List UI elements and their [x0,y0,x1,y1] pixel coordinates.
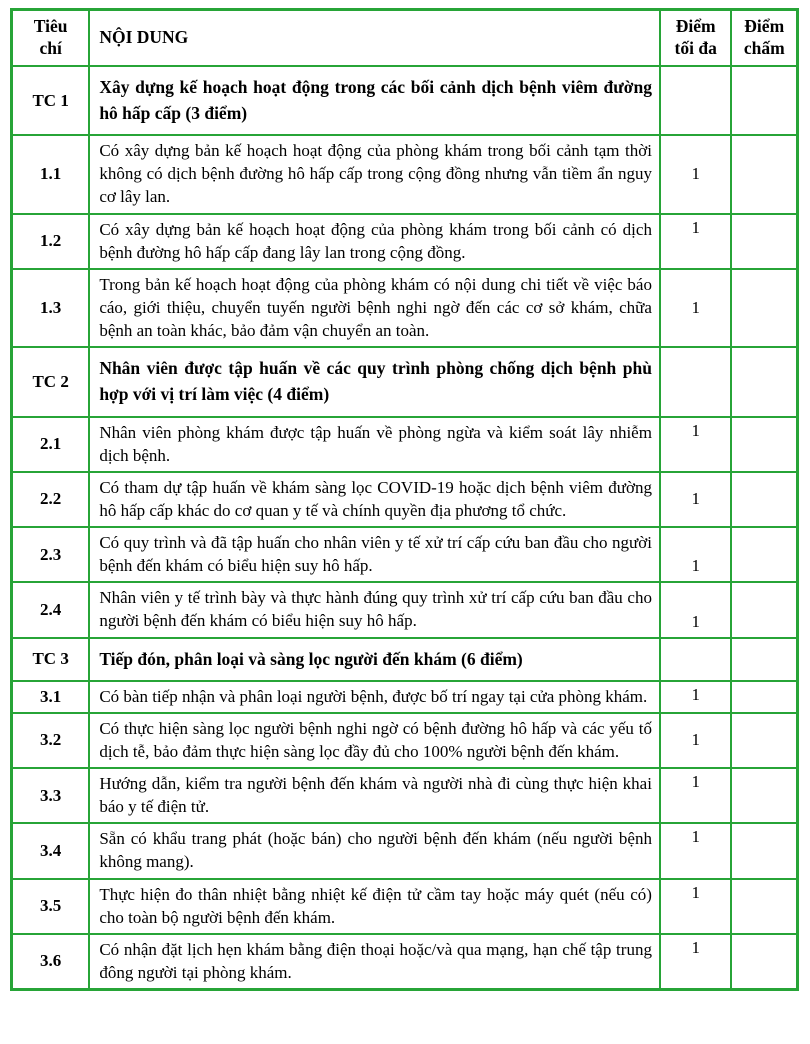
given-score-cell [731,417,797,472]
max-score-cell: 1 [660,214,732,269]
table-row-1-3 [12,269,798,347]
given-score-cell [731,472,797,527]
max-score-cell [660,638,732,681]
criteria-id-cell: 2.1 [12,417,90,472]
given-score-cell [731,527,797,582]
max-score-cell: 1 [660,582,732,637]
criteria-id-cell: 1.1 [12,135,90,213]
given-score-cell [731,879,797,934]
table-row-tc1 [12,66,798,136]
criteria-id-cell: 2.2 [12,472,90,527]
given-score-cell [731,713,797,768]
criteria-id-cell: 3.1 [12,681,90,713]
table-row-3-6 [12,934,798,990]
content-cell: Có xây dựng bản kế hoạch hoạt động của phòng khám trong bối cảnh tạm thời không có dịch bệnh đường hô hấp cấp trong cộng đồng nhưng vẫn tiềm ẩn nguy cơ lây lan. [89,135,660,213]
table-row-3-1 [12,681,798,713]
given-score-cell [731,681,797,713]
given-score-cell [731,823,797,878]
header-given-score: Điểm chấm [731,10,797,66]
table-row-3-2 [12,713,798,768]
max-score-cell: 1 [660,681,732,713]
content-cell: Có quy trình và đã tập huấn cho nhân viên y tế xử trí cấp cứu ban đầu cho người bệnh đến khám có biểu hiện suy hô hấp. [89,527,660,582]
content-cell: Nhân viên y tế trình bày và thực hành đúng quy trình xử trí cấp cứu ban đầu cho người bệnh đến khám có biểu hiện suy hô hấp. [89,582,660,637]
table-row-3-3 [12,768,798,823]
given-score-cell [731,269,797,347]
max-score-cell: 1 [660,472,732,527]
given-score-cell [731,638,797,681]
given-score-cell [731,135,797,213]
max-score-cell: 1 [660,768,732,823]
given-score-cell [731,582,797,637]
max-score-cell [660,347,732,417]
table-row-2-1 [12,417,798,472]
score-table [10,8,799,991]
content-cell: Có xây dựng bản kế hoạch hoạt động của phòng khám trong bối cảnh có dịch bệnh đường hô hấp cấp đang lây lan trong cộng đồng. [89,214,660,269]
criteria-id-cell: 3.3 [12,768,90,823]
table-row-1-2 [12,214,798,269]
header-row [12,10,798,66]
table-row-2-2 [12,472,798,527]
criteria-id-cell: 3.2 [12,713,90,768]
max-score-cell: 1 [660,417,732,472]
table-row-1-1 [12,135,798,213]
given-score-cell [731,934,797,990]
content-cell: Hướng dẫn, kiểm tra người bệnh đến khám và người nhà đi cùng thực hiện khai báo y tế điện tử. [89,768,660,823]
criteria-id-cell: TC 1 [12,66,90,136]
criteria-id-cell: TC 3 [12,638,90,681]
table-row-3-4 [12,823,798,878]
criteria-id-cell: 2.3 [12,527,90,582]
given-score-cell [731,347,797,417]
content-cell: Có tham dự tập huấn về khám sàng lọc COVID-19 hoặc dịch bệnh viêm đường hô hấp cấp khác do cơ quan y tế và chính quyền địa phương tổ chức. [89,472,660,527]
header-max-score: Điểm tối đa [660,10,732,66]
table-row-2-4 [12,582,798,637]
content-cell: Có nhận đặt lịch hẹn khám bằng điện thoại hoặc/và qua mạng, hạn chế tập trung đông người tại phòng khám. [89,934,660,990]
max-score-cell: 1 [660,527,732,582]
content-cell: Thực hiện đo thân nhiệt bằng nhiệt kế điện tử cầm tay hoặc máy quét (nếu có) cho toàn bộ người bệnh đến khám. [89,879,660,934]
max-score-cell: 1 [660,823,732,878]
content-cell: Nhân viên được tập huấn về các quy trình phòng chống dịch bệnh phù hợp với vị trí làm việc (4 điểm) [89,347,660,417]
table-row-tc2 [12,347,798,417]
criteria-id-cell: 3.5 [12,879,90,934]
criteria-id-cell: 1.2 [12,214,90,269]
criteria-id-cell: 3.4 [12,823,90,878]
criteria-id-cell: 2.4 [12,582,90,637]
given-score-cell [731,66,797,136]
content-cell: Xây dựng kế hoạch hoạt động trong các bối cảnh dịch bệnh viêm đường hô hấp cấp (3 điểm) [89,66,660,136]
criteria-id-cell: 3.6 [12,934,90,990]
max-score-cell: 1 [660,135,732,213]
given-score-cell [731,214,797,269]
max-score-cell: 1 [660,713,732,768]
table-row-tc3 [12,638,798,681]
table-row-3-5 [12,879,798,934]
criteria-id-cell: TC 2 [12,347,90,417]
content-cell: Tiếp đón, phân loại và sàng lọc người đến khám (6 điểm) [89,638,660,681]
header-content: NỘI DUNG [89,10,660,66]
max-score-cell: 1 [660,879,732,934]
content-cell: Có thực hiện sàng lọc người bệnh nghi ngờ có bệnh đường hô hấp và các yếu tố dịch tễ, bảo đảm thực hiện sàng lọc đầy đủ cho 100% người bệnh đến khám. [89,713,660,768]
content-cell: Nhân viên phòng khám được tập huấn về phòng ngừa và kiểm soát lây nhiễm dịch bệnh. [89,417,660,472]
max-score-cell: 1 [660,934,732,990]
table-row-2-3 [12,527,798,582]
criteria-id-cell: 1.3 [12,269,90,347]
content-cell: Sẵn có khẩu trang phát (hoặc bán) cho người bệnh đến khám (nếu người bệnh không mang). [89,823,660,878]
content-cell: Trong bản kế hoạch hoạt động của phòng khám có nội dung chi tiết về việc báo cáo, giới thiệu, chuyển tuyến người bệnh nghi ngờ đến các cơ sở khám, chữa bệnh an toàn khác, bảo đảm vận chuyển an toàn. [89,269,660,347]
given-score-cell [731,768,797,823]
max-score-cell [660,66,732,136]
header-criteria: Tiêu chí [12,10,90,66]
max-score-cell: 1 [660,269,732,347]
content-cell: Có bàn tiếp nhận và phân loại người bệnh, được bố trí ngay tại cửa phòng khám. [89,681,660,713]
